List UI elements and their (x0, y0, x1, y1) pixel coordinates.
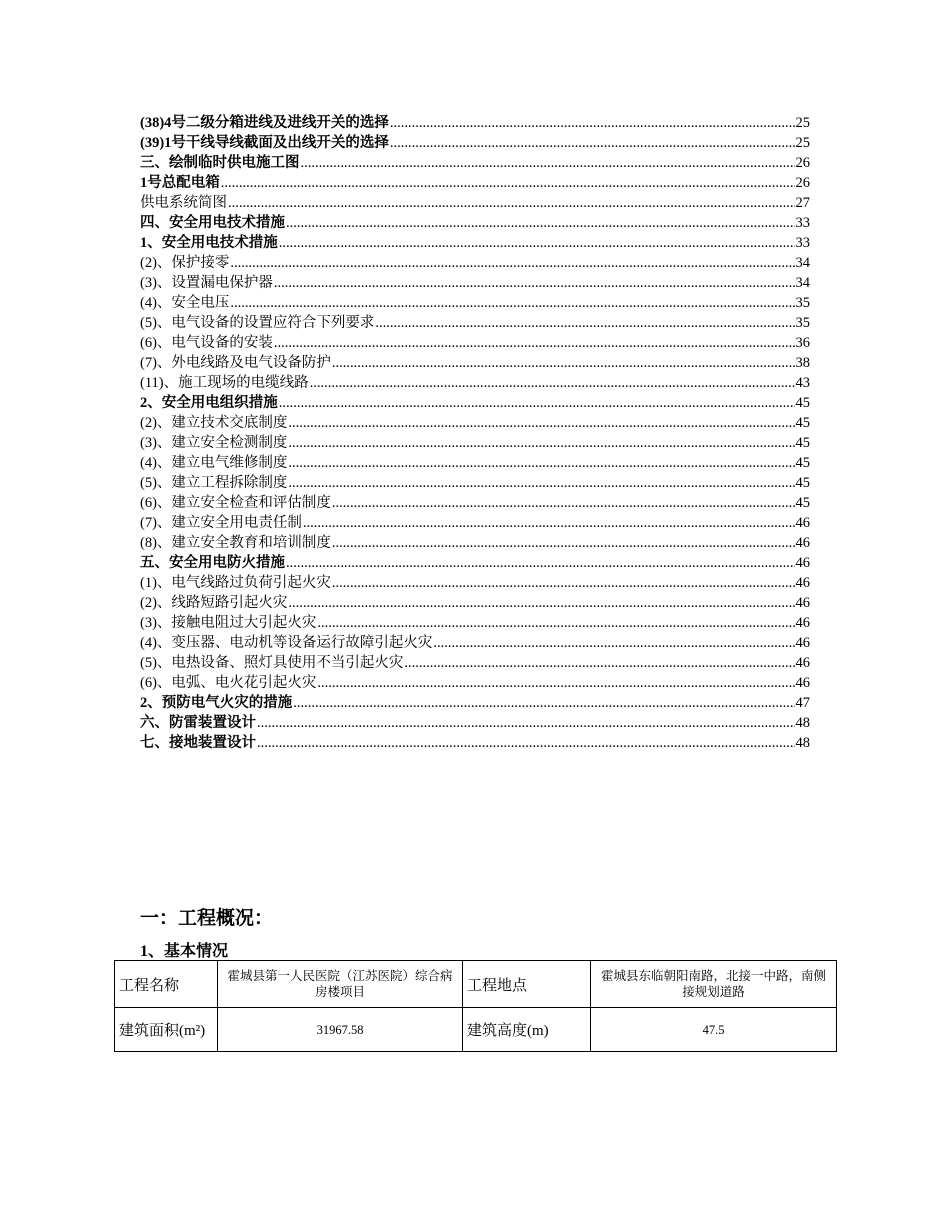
toc-entry-page: 45 (795, 495, 810, 511)
toc-leader-dots (279, 393, 795, 413)
toc-entry-page: 43 (795, 375, 810, 391)
toc-leader-dots (288, 433, 794, 453)
toc-entry-label: 供电系统简图 (140, 195, 227, 211)
toc-entry-page: 48 (795, 735, 810, 751)
toc-entry[interactable] (140, 213, 810, 233)
toc-leader-dots (274, 333, 795, 353)
toc-leader-dots (404, 653, 794, 673)
toc-entry[interactable] (140, 173, 810, 193)
toc-entry-label: 五、安全用电防火措施 (140, 555, 285, 571)
toc-leader-dots (310, 373, 795, 393)
toc-entry-label: 2、预防电气火灾的措施 (140, 695, 293, 711)
building-height-value: 47.5 (591, 1008, 837, 1052)
toc-entry-label: (4)、建立电气维修制度 (140, 455, 288, 471)
toc-entry[interactable] (140, 673, 810, 693)
toc-entry-page: 26 (795, 155, 810, 171)
toc-entry-page: 46 (795, 535, 810, 551)
project-name-value: 霍城县第一人民医院（江苏医院）综合病房楼项目 (218, 961, 463, 1008)
toc-leader-dots (230, 293, 794, 313)
toc-entry-page: 36 (795, 335, 810, 351)
basic-info-table (114, 960, 837, 1052)
toc-entry-label: (3)、接触电阻过大引起火灾 (140, 615, 317, 631)
toc-entry-label: (11)、施工现场的电缆线路 (140, 375, 309, 391)
toc-entry-label: 六、防雷装置设计 (140, 715, 256, 731)
toc-entry[interactable] (140, 433, 810, 453)
toc-leader-dots (288, 473, 794, 493)
toc-leader-dots (332, 573, 795, 593)
toc-entry[interactable] (140, 233, 810, 253)
toc-leader-dots (288, 593, 794, 613)
toc-leader-dots (257, 733, 795, 753)
toc-entry-label: (5)、电热设备、照灯具使用不当引起火灾 (140, 655, 404, 671)
toc-entry-page: 46 (795, 515, 810, 531)
toc-entry-page: 27 (795, 195, 810, 211)
toc-leader-dots (332, 353, 795, 373)
project-location-label: 工程地点 (463, 961, 591, 1008)
toc-entry[interactable] (140, 453, 810, 473)
toc-leader-dots (230, 253, 794, 273)
building-area-value: 31967.58 (218, 1008, 463, 1052)
toc-entry-label: 三、绘制临时供电施工图 (140, 155, 300, 171)
toc-entry-page: 45 (795, 455, 810, 471)
toc-entry-page: 46 (795, 655, 810, 671)
toc-entry-page: 34 (795, 255, 810, 271)
toc-leader-dots (293, 693, 794, 713)
toc-leader-dots (286, 213, 795, 233)
toc-entry[interactable] (140, 533, 810, 553)
toc-entry-label: (1)、电气线路过负荷引起火灾 (140, 575, 331, 591)
toc-entry[interactable] (140, 513, 810, 533)
toc-entry-label: (5)、电气设备的设置应符合下列要求 (140, 315, 375, 331)
toc-entry[interactable] (140, 573, 810, 593)
toc-entry-label: (38)4号二级分箱进线及进线开关的选择 (140, 115, 389, 131)
toc-entry-label: 七、接地装置设计 (140, 735, 256, 751)
toc-entry-page: 48 (795, 715, 810, 731)
toc-entry-page: 33 (795, 215, 810, 231)
toc-entry-page: 45 (795, 435, 810, 451)
toc-entry[interactable] (140, 393, 810, 413)
toc-entry[interactable] (140, 113, 810, 133)
toc-entry-label: (5)、建立工程拆除制度 (140, 475, 288, 491)
toc-leader-dots (274, 273, 795, 293)
toc-entry-page: 46 (795, 635, 810, 651)
toc-leader-dots (317, 613, 794, 633)
toc-entry-label: (6)、建立安全检查和评估制度 (140, 495, 331, 511)
toc-leader-dots (332, 533, 795, 553)
table-of-contents (140, 113, 810, 753)
toc-entry-page: 33 (795, 235, 810, 251)
toc-entry[interactable] (140, 473, 810, 493)
toc-entry-page: 46 (795, 675, 810, 691)
building-height-label: 建筑高度(m) (463, 1008, 591, 1052)
toc-entry[interactable] (140, 633, 810, 653)
toc-entry-page: 34 (795, 275, 810, 291)
toc-entry[interactable] (140, 373, 810, 393)
toc-entry-label: (3)、设置漏电保护器 (140, 275, 273, 291)
toc-entry-page: 46 (795, 595, 810, 611)
toc-entry-label: (6)、电气设备的安装 (140, 335, 273, 351)
toc-entry-label: (39)1号干线导线截面及出线开关的选择 (140, 135, 389, 151)
toc-entry-page: 46 (795, 575, 810, 591)
toc-entry[interactable] (140, 593, 810, 613)
toc-entry[interactable] (140, 413, 810, 433)
toc-entry-page: 35 (795, 295, 810, 311)
toc-entry[interactable] (140, 133, 810, 153)
building-area-label: 建筑面积(m²) (115, 1008, 218, 1052)
toc-entry-page: 46 (795, 615, 810, 631)
toc-entry-label: (7)、外电线路及电气设备防护 (140, 355, 331, 371)
toc-leader-dots (301, 153, 795, 173)
toc-entry[interactable] (140, 733, 810, 753)
toc-leader-dots (288, 453, 794, 473)
toc-leader-dots (433, 633, 794, 653)
toc-entry-page: 45 (795, 475, 810, 491)
project-name-label: 工程名称 (115, 961, 218, 1008)
toc-entry[interactable] (140, 153, 810, 173)
toc-entry[interactable] (140, 693, 810, 713)
toc-leader-dots (228, 193, 795, 213)
subsection-heading: 1、基本情况 (140, 943, 229, 960)
toc-leader-dots (279, 233, 795, 253)
toc-entry-page: 47 (795, 695, 810, 711)
toc-entry-label: (8)、建立安全教育和培训制度 (140, 535, 331, 551)
toc-entry-page: 26 (795, 175, 810, 191)
toc-entry-label: (4)、变压器、电动机等设备运行故障引起火灾 (140, 635, 433, 651)
toc-entry-label: (2)、保护接零 (140, 255, 230, 271)
toc-entry[interactable] (140, 273, 810, 293)
toc-entry-page: 25 (795, 135, 810, 151)
toc-entry-label: (7)、建立安全用电责任制 (140, 515, 302, 531)
toc-leader-dots (332, 493, 795, 513)
toc-entry[interactable] (140, 353, 810, 373)
toc-leader-dots (288, 413, 794, 433)
toc-entry[interactable] (140, 253, 810, 273)
toc-entry[interactable] (140, 313, 810, 333)
project-location-value: 霍城县东临朝阳南路，北接一中路，南侧接规划道路 (591, 961, 837, 1008)
toc-entry[interactable] (140, 613, 810, 633)
toc-entry[interactable] (140, 553, 810, 573)
toc-entry-label: (2)、线路短路引起火灾 (140, 595, 288, 611)
toc-entry-label: 2、安全用电组织措施 (140, 395, 278, 411)
toc-entry-label: (2)、建立技术交底制度 (140, 415, 288, 431)
toc-entry-page: 25 (795, 115, 810, 131)
toc-leader-dots (303, 513, 795, 533)
toc-leader-dots (390, 113, 795, 133)
toc-entry[interactable] (140, 293, 810, 313)
toc-entry-label: (4)、安全电压 (140, 295, 230, 311)
toc-entry[interactable] (140, 653, 810, 673)
toc-entry[interactable] (140, 713, 810, 733)
toc-entry-page: 35 (795, 315, 810, 331)
table-row (115, 961, 837, 1008)
toc-entry[interactable] (140, 193, 810, 213)
toc-leader-dots (375, 313, 794, 333)
toc-entry[interactable] (140, 493, 810, 513)
toc-entry-page: 45 (795, 415, 810, 431)
toc-entry-page: 38 (795, 355, 810, 371)
toc-entry-page: 46 (795, 555, 810, 571)
toc-leader-dots (221, 173, 795, 193)
toc-leader-dots (317, 673, 794, 693)
toc-entry[interactable] (140, 333, 810, 353)
toc-entry-label: 1号总配电箱 (140, 175, 220, 191)
toc-entry-label: (6)、电弧、电火花引起火灾 (140, 675, 317, 691)
section-heading: 一：工程概况： (140, 908, 274, 929)
toc-leader-dots (257, 713, 795, 733)
toc-entry-label: 四、安全用电技术措施 (140, 215, 285, 231)
toc-entry-page: 45 (795, 395, 810, 411)
table-row (115, 1008, 837, 1052)
toc-entry-label: 1、安全用电技术措施 (140, 235, 278, 251)
toc-leader-dots (286, 553, 795, 573)
toc-leader-dots (390, 133, 795, 153)
toc-entry-label: (3)、建立安全检测制度 (140, 435, 288, 451)
